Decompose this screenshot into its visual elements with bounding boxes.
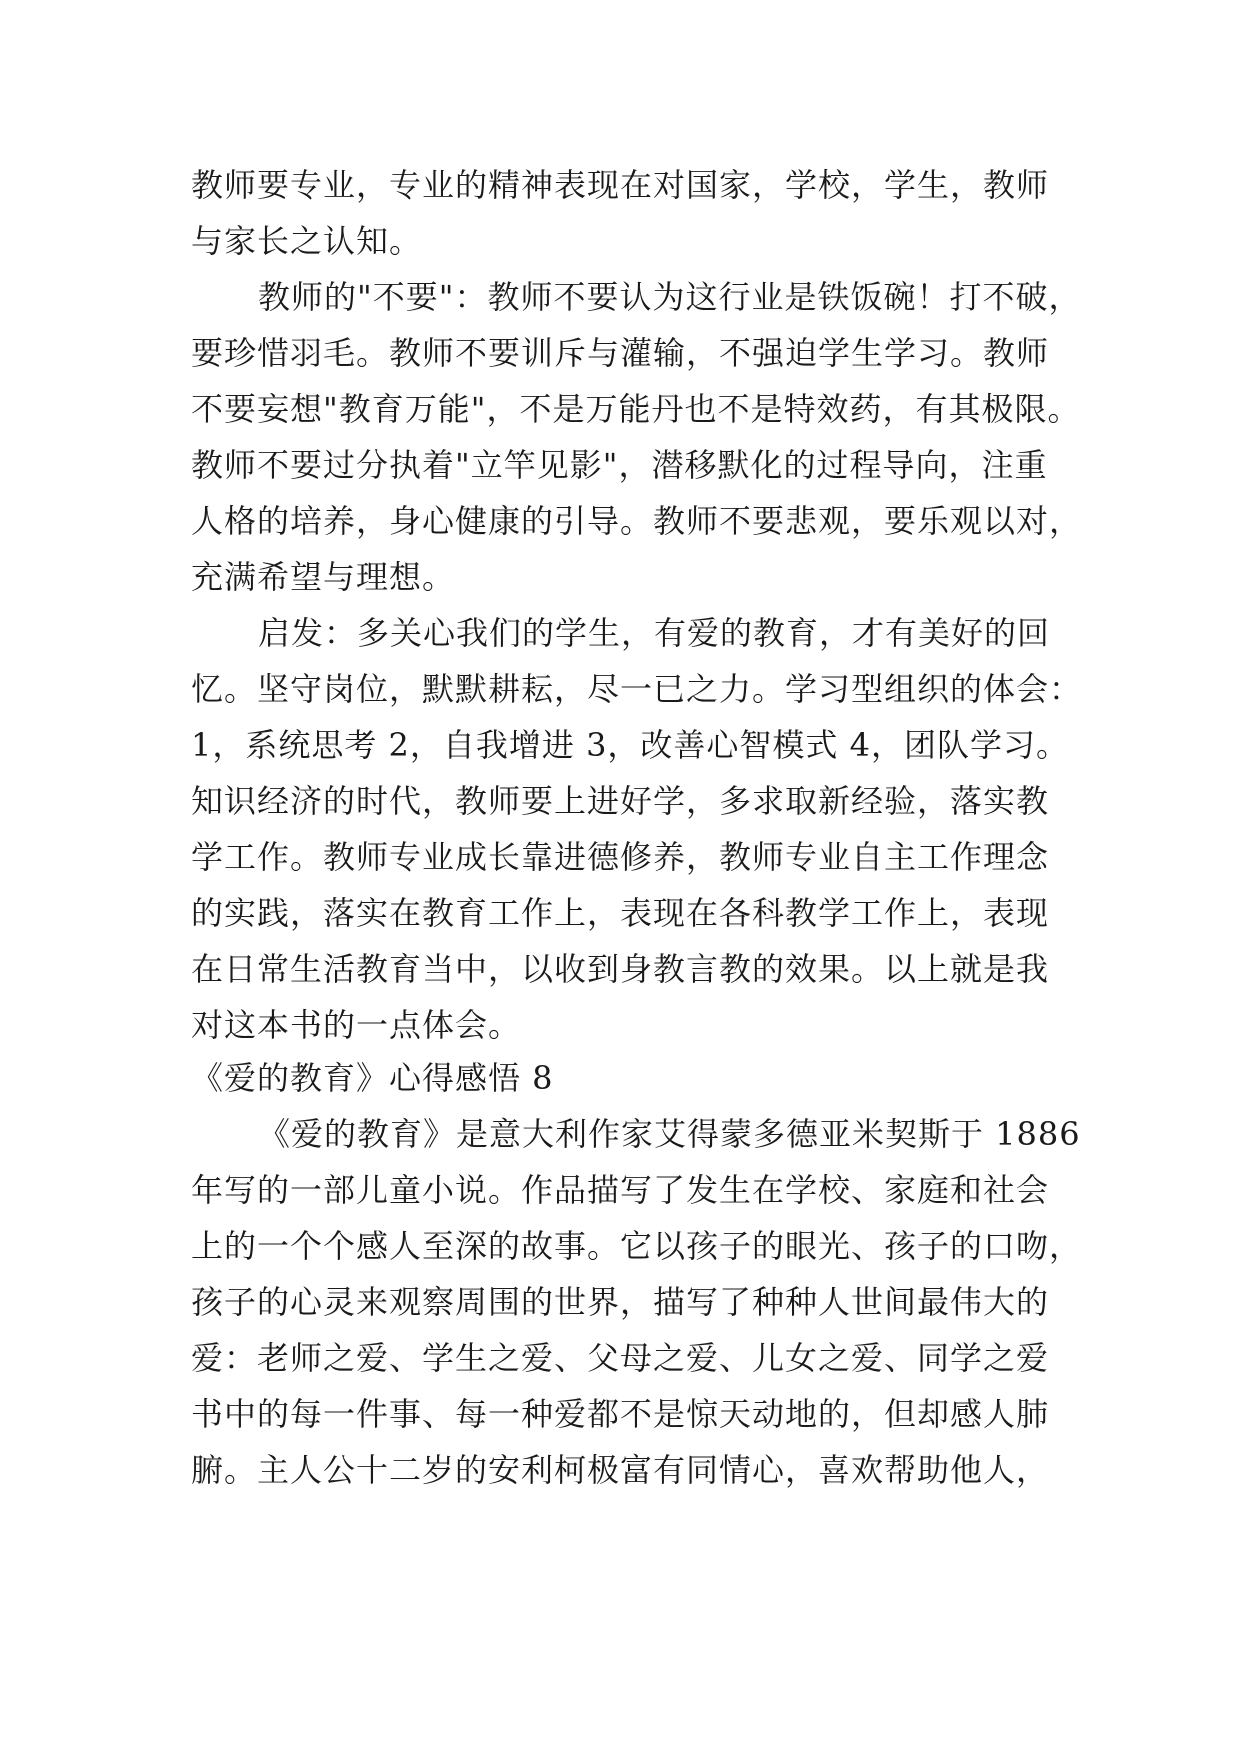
paragraph-line: 忆。坚守岗位，默默耕耘，尽一已之力。学习型组织的体会：: [191, 670, 1083, 708]
paragraph-line: 在日常生活教育当中，以收到身教言教的效果。以上就是我: [191, 950, 1050, 988]
paragraph-line: 书中的每一件事、每一种爱都不是惊天动地的，但却感人肺: [191, 1395, 1050, 1433]
paragraph-line: 孩子的心灵来观察周围的世界，描写了种种人世间最伟大的: [191, 1283, 1050, 1321]
paragraph-line: 年写的一部儿童小说。作品描写了发生在学校、家庭和社会: [191, 1171, 1050, 1209]
paragraph-line: 教师的"不要"：教师不要认为这行业是铁饭碗！打不破，: [258, 278, 1082, 316]
paragraph-line: 与家长之认知。: [191, 222, 423, 260]
section-heading: 《爱的教育》心得感悟 8: [191, 1059, 554, 1097]
paragraph-line: 爱：老师之爱、学生之爱、父母之爱、儿女之爱、同学之爱: [191, 1339, 1050, 1377]
paragraph-line: 对这本书的一点体会。: [191, 1006, 522, 1044]
paragraph-line: 1，系统思考 2，自我增进 3，改善心智模式 4，团队学习。: [191, 726, 1069, 764]
paragraph-line: 知识经济的时代，教师要上进好学，多求取新经验，落实教: [191, 782, 1050, 820]
paragraph-line: 教师不要过分执着"立竿见影"，潜移默化的过程导向，注重: [191, 446, 1048, 484]
paragraph-line: 不要妄想"教育万能"，不是万能丹也不是特效药，有其极限。: [191, 390, 1081, 428]
paragraph-line: 的实践，落实在教育工作上，表现在各科教学工作上，表现: [191, 894, 1050, 932]
paragraph-line: 学工作。教师专业成长靠进德修养，教师专业自主工作理念: [191, 838, 1050, 876]
paragraph-line: 教师要专业，专业的精神表现在对国家，学校，学生，教师: [191, 166, 1050, 204]
paragraph-line: 人格的培养，身心健康的引导。教师不要悲观，要乐观以对，: [191, 502, 1083, 540]
paragraph-line: 充满希望与理想。: [191, 558, 456, 596]
paragraph-line: 启发：多关心我们的学生，有爱的教育，才有美好的回: [258, 614, 1051, 652]
paragraph-line: 《爱的教育》是意大利作家艾得蒙多德亚米契斯于 1886: [258, 1115, 1081, 1153]
paragraph-line: 腑。主人公十二岁的安利柯极富有同情心，喜欢帮助他人，: [191, 1451, 1050, 1489]
paragraph-line: 要珍惜羽毛。教师不要训斥与灌输，不强迫学生学习。教师: [191, 334, 1050, 372]
paragraph-line: 上的一个个感人至深的故事。它以孩子的眼光、孩子的口吻，: [191, 1227, 1083, 1265]
